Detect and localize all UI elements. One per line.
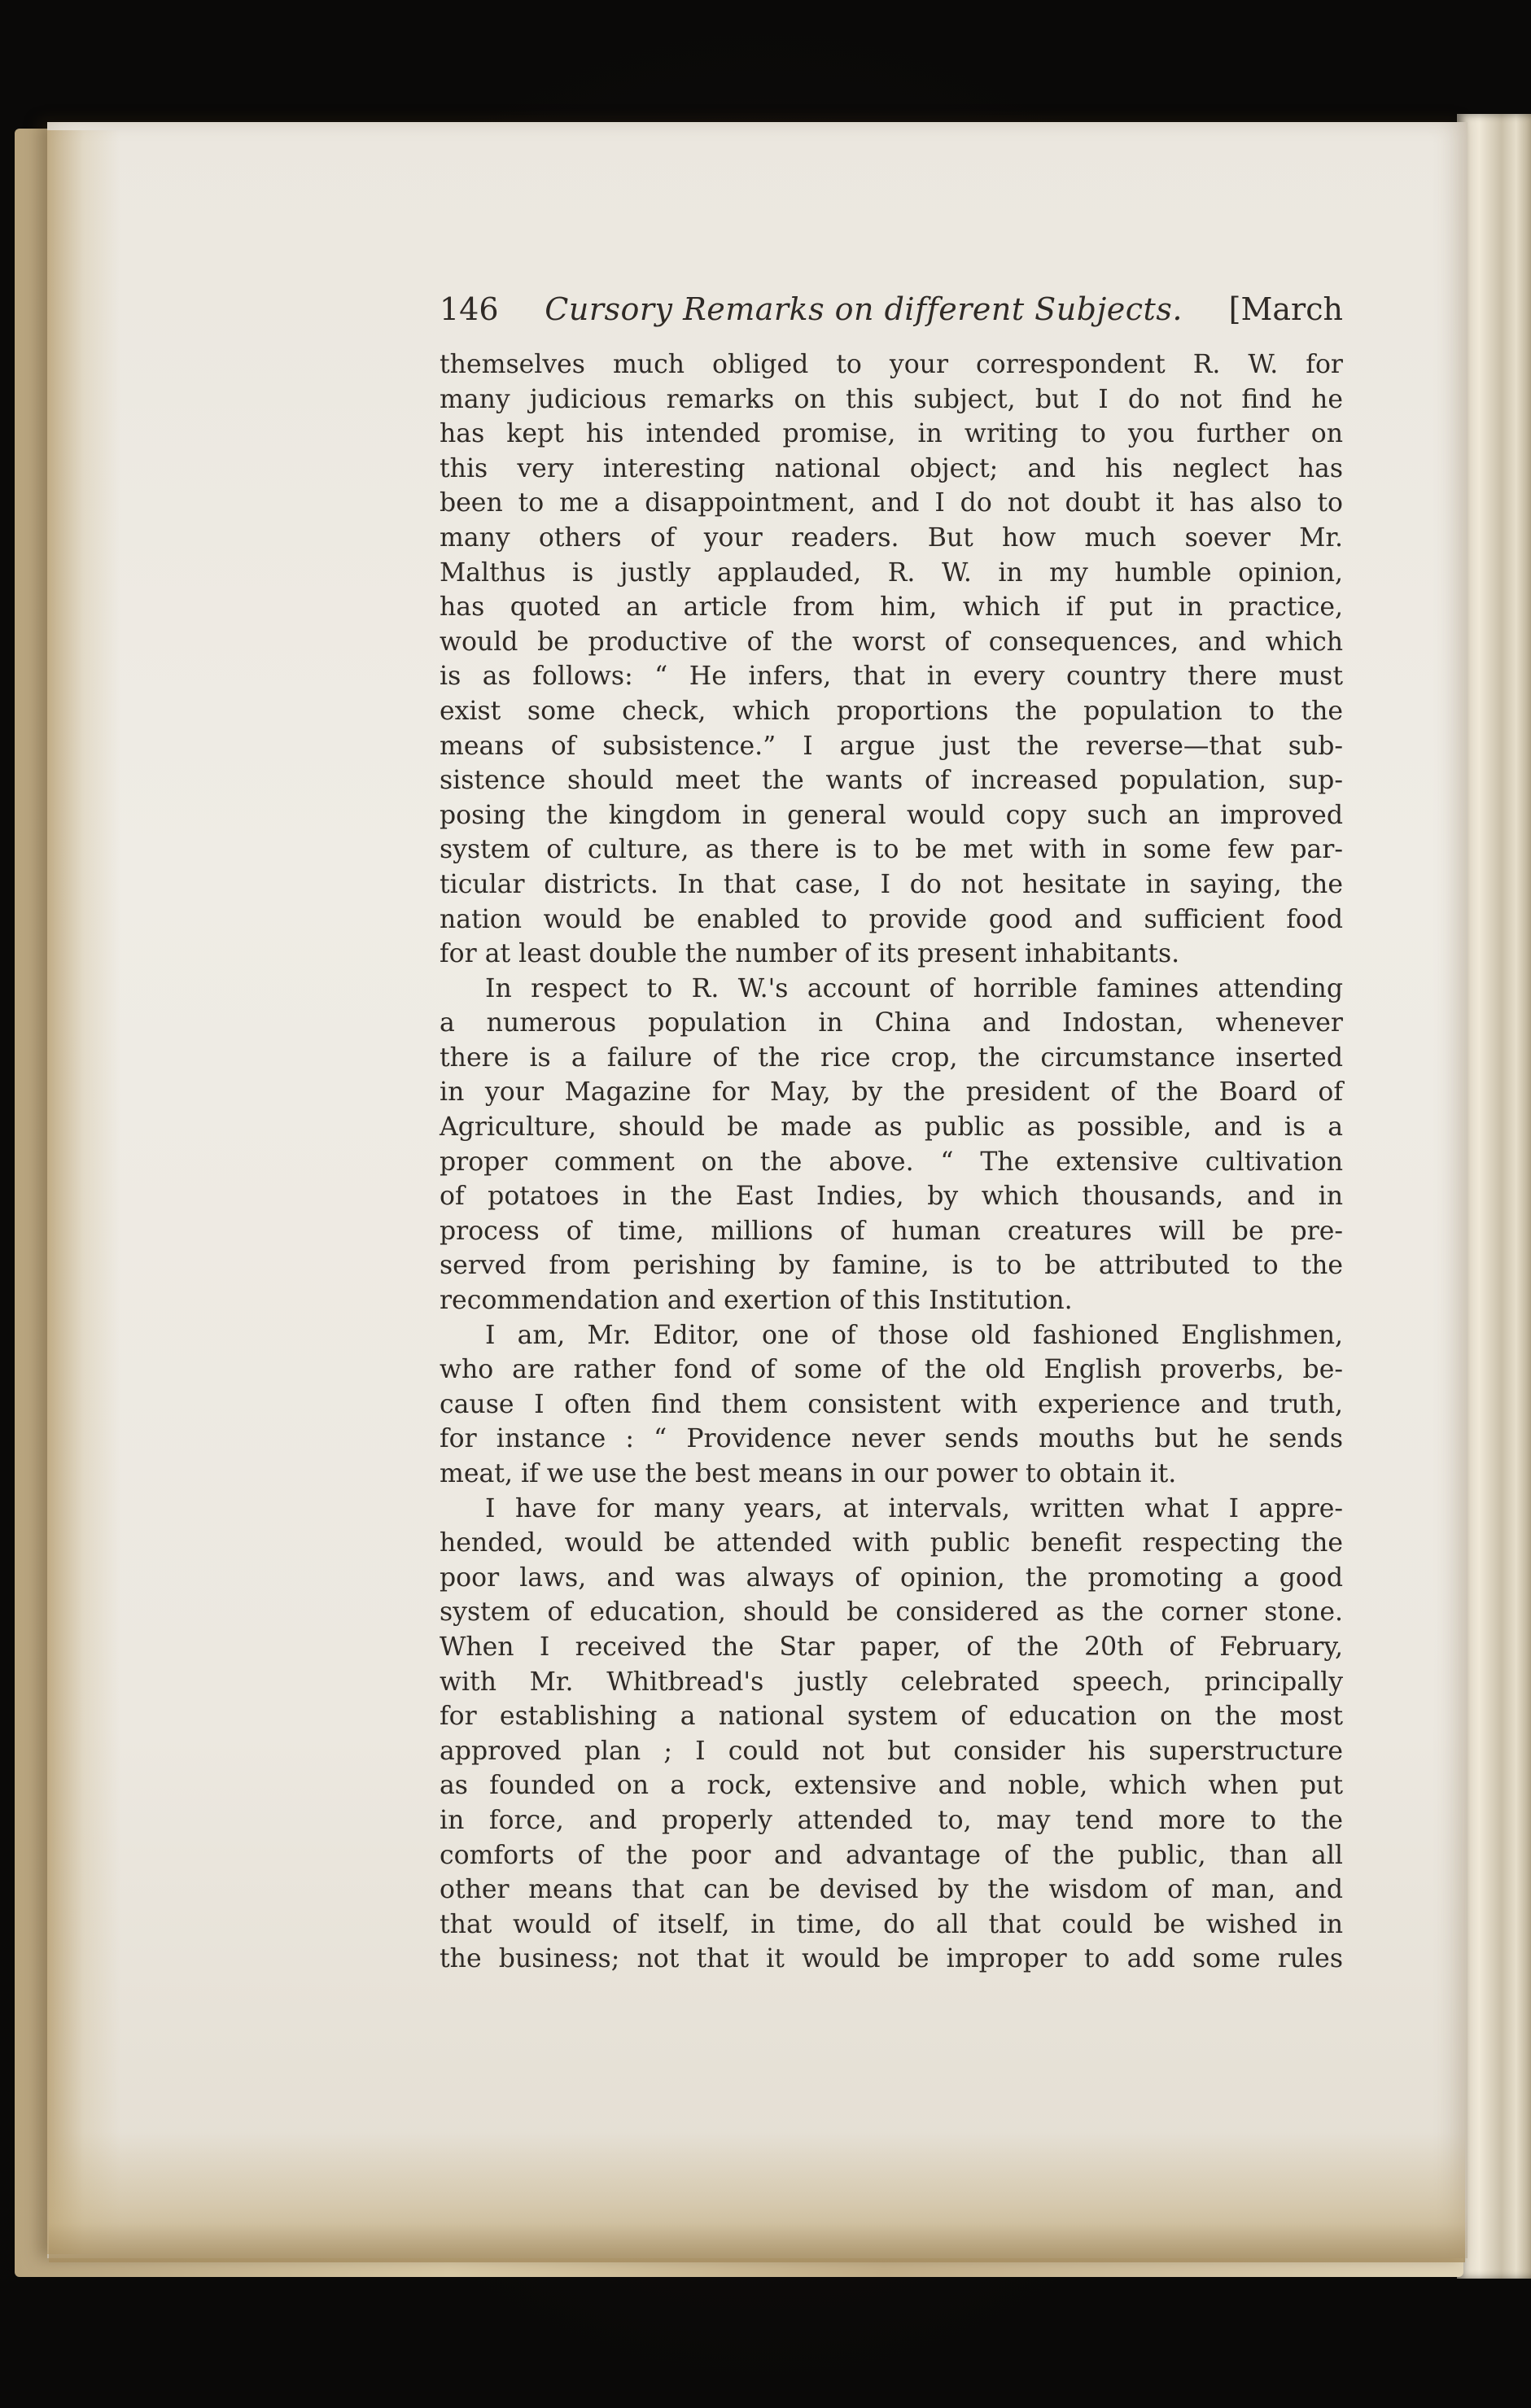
text-line: in force, and properly attended to, may tend more to the <box>440 1805 1343 1835</box>
text-line: nation would be enabled to provide good and sufficient food <box>440 904 1343 934</box>
text-line: for instance : “ Providence never sends mouths but he sends <box>440 1424 1343 1454</box>
text-line: I am, Mr. Editor, one of those old fashioned Englishmen, <box>485 1320 1343 1350</box>
page-text-block <box>440 289 1343 1977</box>
text-line: recommendation and exertion of this Institution. <box>440 1286 1073 1316</box>
text-line: this very interesting national object; and his neglect has <box>440 453 1343 483</box>
text-line: with Mr. Whitbread's justly celebrated speech, principally <box>440 1667 1343 1697</box>
text-line: there is a failure of the rice crop, the circumstance inserted <box>440 1042 1343 1073</box>
text-line: meat, if we use the best means in our power to obtain it. <box>440 1459 1177 1488</box>
text-line: in your Magazine for May, by the president of the Board of <box>440 1077 1343 1108</box>
text-line: is as follows: “ He infers, that in every country there must <box>440 662 1343 692</box>
text-line: system of education, should be considered as the corner stone. <box>440 1597 1343 1628</box>
text-line: hended, would be attended with public benefit respecting the <box>440 1528 1343 1558</box>
text-line: that would of itself, in time, do all that could be wished in <box>440 1909 1343 1939</box>
text-line: I have for many years, at intervals, written what I appre- <box>485 1493 1343 1523</box>
text-line: a numerous population in China and Indostan, whenever <box>440 1008 1343 1038</box>
text-line: Agriculture, should be made as public as possible, and is a <box>440 1112 1343 1143</box>
text-line: of potatoes in the East Indies, by which thousands, and in <box>440 1182 1343 1212</box>
text-line: has quoted an article from him, which if put in practice, <box>440 592 1343 623</box>
text-line: as founded on a rock, extensive and noble, which when put <box>440 1771 1343 1801</box>
text-line: proper comment on the above. “ The extensive cultivation <box>440 1147 1343 1177</box>
text-line: Malthus is justly applauded, R. W. in my humble opinion, <box>440 557 1343 588</box>
running-header <box>440 289 1343 330</box>
text-line: for at least double the number of its present inhabitants. <box>440 939 1180 969</box>
text-line: sistence should meet the wants of increased population, sup- <box>440 766 1343 796</box>
text-line: When I received the Star paper, of the 20th of February, <box>440 1632 1343 1662</box>
text-line: In respect to R. W.'s account of horrible famines attending <box>485 973 1343 1003</box>
text-line: ticular districts. In that case, I do not hesitate in saying, the <box>440 869 1343 899</box>
text-line: would be productive of the worst of consequences, and which <box>440 627 1343 657</box>
page-left-discoloration <box>47 130 120 2254</box>
text-line: exist some check, which proportions the population to the <box>440 696 1343 726</box>
text-line: who are rather fond of some of the old English proverbs, be- <box>440 1355 1343 1385</box>
section-marker: [March <box>1228 291 1343 327</box>
text-line: served from perishing by famine, is to be attributed to the <box>440 1251 1343 1281</box>
text-line: process of time, millions of human creatures will be pre- <box>440 1216 1343 1246</box>
facing-page-edges <box>1457 114 1531 2279</box>
text-line: posing the kingdom in general would copy such an improved <box>440 800 1343 830</box>
text-line: many others of your readers. But how much soever Mr. <box>440 522 1343 553</box>
page-bottom-discoloration <box>49 2132 1465 2262</box>
text-line: cause I often find them consistent with experience and truth, <box>440 1389 1343 1419</box>
text-line: themselves much obliged to your correspondent R. W. for <box>440 350 1343 379</box>
page-number: 146 <box>440 291 499 327</box>
text-line: comforts of the poor and advantage of the public, than all <box>440 1840 1343 1870</box>
text-line: approved plan ; I could not but consider his superstructure <box>440 1736 1343 1766</box>
text-line: many judicious remarks on this subject, but I do not find he <box>440 384 1343 414</box>
text-line: system of culture, as there is to be met with in some few par- <box>440 835 1343 865</box>
text-line: poor laws, and was always of opinion, the promoting a good <box>440 1562 1343 1593</box>
text-line: been to me a disappointment, and I do not doubt it has also to <box>440 488 1343 518</box>
text-line: has kept his intended promise, in writing to you further on <box>440 419 1343 449</box>
body-text <box>440 347 1343 1977</box>
text-line: for establishing a national system of education on the most <box>440 1702 1343 1732</box>
running-title: Cursory Remarks on different Subjects. <box>545 291 1183 327</box>
text-line: means of subsistence.” I argue just the reverse—that sub- <box>440 731 1343 761</box>
text-line: the business; not that it would be improper to add some rules <box>440 1944 1343 1974</box>
text-line: other means that can be devised by the wisdom of man, and <box>440 1875 1343 1905</box>
